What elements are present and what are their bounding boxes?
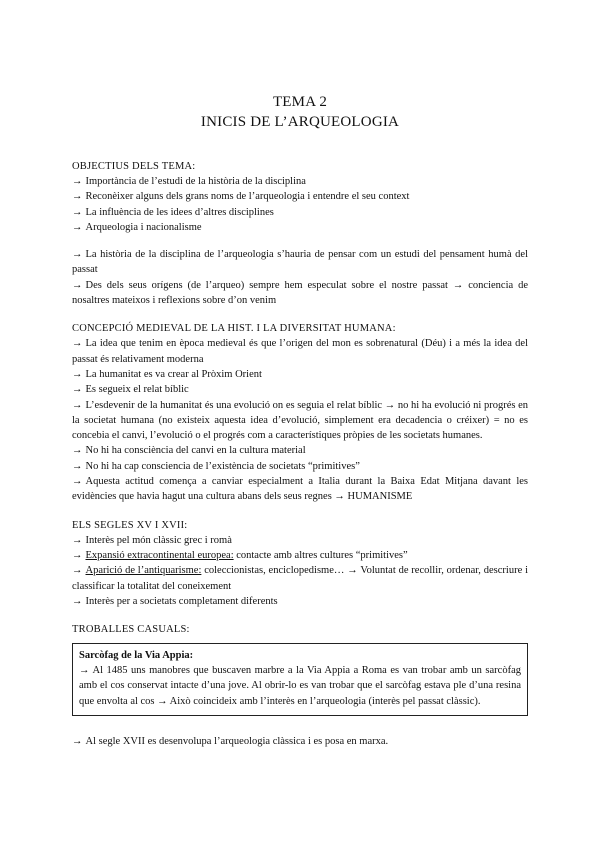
list-item: → Arqueologia i nacionalisme <box>72 221 202 233</box>
objectius-list <box>72 174 528 235</box>
segles-list <box>72 533 528 609</box>
title-line-2: INICIS DE L’ARQUEOLOGIA <box>200 114 400 130</box>
list-item: → Es segueix el relat bíblic <box>72 384 189 396</box>
arrow-icon: → <box>79 665 90 677</box>
arrow-icon: → <box>72 249 83 261</box>
list-item: → La història de la disciplina de l’arqueologia s’hauria de pensar com un estudi del pensament humà del passat <box>72 249 528 276</box>
arrow-icon: → <box>72 534 83 546</box>
list-item: → La humanitat es va crear al Pròxim Orient <box>72 368 262 380</box>
arrow-icon: → <box>72 445 83 457</box>
section-heading-segles: ELS SEGLES XV I XVII: <box>72 519 188 531</box>
arrow-icon: → <box>72 399 83 411</box>
arrow-icon: → <box>72 595 83 607</box>
list-item: → Des dels seus orígens (de l’arqueo) sempre hem especulat sobre el nostre passat → conciencia de nosaltres mateixos i reflexions sobre d’on venim <box>72 279 528 307</box>
section-heading-medieval: CONCEPCIÓ MEDIEVAL DE LA HIST. I LA DIVERSITAT HUMANA: <box>72 323 396 335</box>
document-page <box>72 92 528 749</box>
underlined-term: Aparició de l’antiquarisme: <box>85 565 202 577</box>
arrow-icon: → <box>72 476 83 488</box>
arrow-icon: → <box>72 460 83 472</box>
list-item: → La idea que tenim en època medieval és que l’origen del mon es sobrenatural (Déu) i a més la idea del passat és relativament moderna <box>72 338 528 365</box>
title-line-1: TEMA 2 <box>272 94 328 110</box>
document-title <box>72 92 528 132</box>
section-heading-objectius: OBJECTIUS DELS TEMA: <box>72 161 196 172</box>
list-item: → Importància de l’estudi de la història de la disciplina <box>72 176 306 187</box>
arrow-icon: → <box>72 279 83 291</box>
list-item: → Interès per a societats completament diferents <box>72 595 278 607</box>
list-item: → Interès pel món clàssic grec i romà <box>72 534 232 546</box>
medieval-list <box>72 336 528 504</box>
list-item: → No hi ha cap consciencia de l’existència de societats “primitives” <box>72 460 360 472</box>
list-item: → Aquesta actitud comença a canviar especialment a Italia durant la Baixa Edat Mitjana davant les evidències que havia hagut una cultura abans dels seus regnes → HUMANISME <box>72 476 528 503</box>
arrow-icon: → <box>72 565 83 577</box>
closing-line: → Al segle XVII es desenvolupa l’arqueologia clàssica i es posa en marxa. <box>72 736 389 748</box>
arrow-icon: → <box>72 549 83 561</box>
sarcofag-box <box>72 643 528 716</box>
intro-list <box>72 247 528 308</box>
arrow-icon: → <box>72 221 83 233</box>
arrow-icon: → <box>72 384 83 396</box>
box-title: Sarcòfag de la Via Appia: <box>79 650 194 662</box>
arrow-icon: → <box>72 206 83 218</box>
section-heading-troballes: TROBALLES CASUALS: <box>72 624 190 636</box>
list-item: → No hi ha consciència del canvi en la cultura material <box>72 445 306 457</box>
list-item: → Expansió extracontinental europea: contacte amb altres cultures “primitives” <box>72 549 408 561</box>
arrow-icon: → <box>72 338 83 350</box>
arrow-icon: → <box>72 191 83 203</box>
underlined-term: Expansió extracontinental europea: <box>85 549 234 561</box>
box-text: → Al 1485 uns manobres que buscaven marbre a la Via Appia a Roma es van trobar amb un sarcòfag amb el cos conservat intacte d’una jove. Al obrir-lo es van trobar que el sarcòfag estava ple d’una resina que envolta al cos → Això coincideix amb l’interès en l’arqueologia (interès pel passat clàssic). <box>79 665 521 707</box>
list-item: → La influència de les idees d’altres disciplines <box>72 206 274 218</box>
list-item: → Aparició de l’antiquarisme: coleccionistas, enciclopedisme… → Voluntat de recollir, ordenar, descriure i classificar la totalitat del coneixement <box>72 565 528 592</box>
arrow-icon: → <box>72 368 83 380</box>
arrow-icon: → <box>72 176 83 187</box>
list-item: → L’esdevenir de la humanitat és una evolució on es seguia el relat bíblic → no hi ha evolució ni progrés en la societat humana (no existeix aquesta idea d’evolució, simplement era decadencia o créixer) = no es concebia el canvi, l’evolució o el progrés com a característiques pròpies de les societats humanes. <box>72 399 528 442</box>
arrow-icon: → <box>72 736 83 748</box>
list-item: → Reconèixer alguns dels grans noms de l’arqueologia i entendre el seu context <box>72 191 410 203</box>
